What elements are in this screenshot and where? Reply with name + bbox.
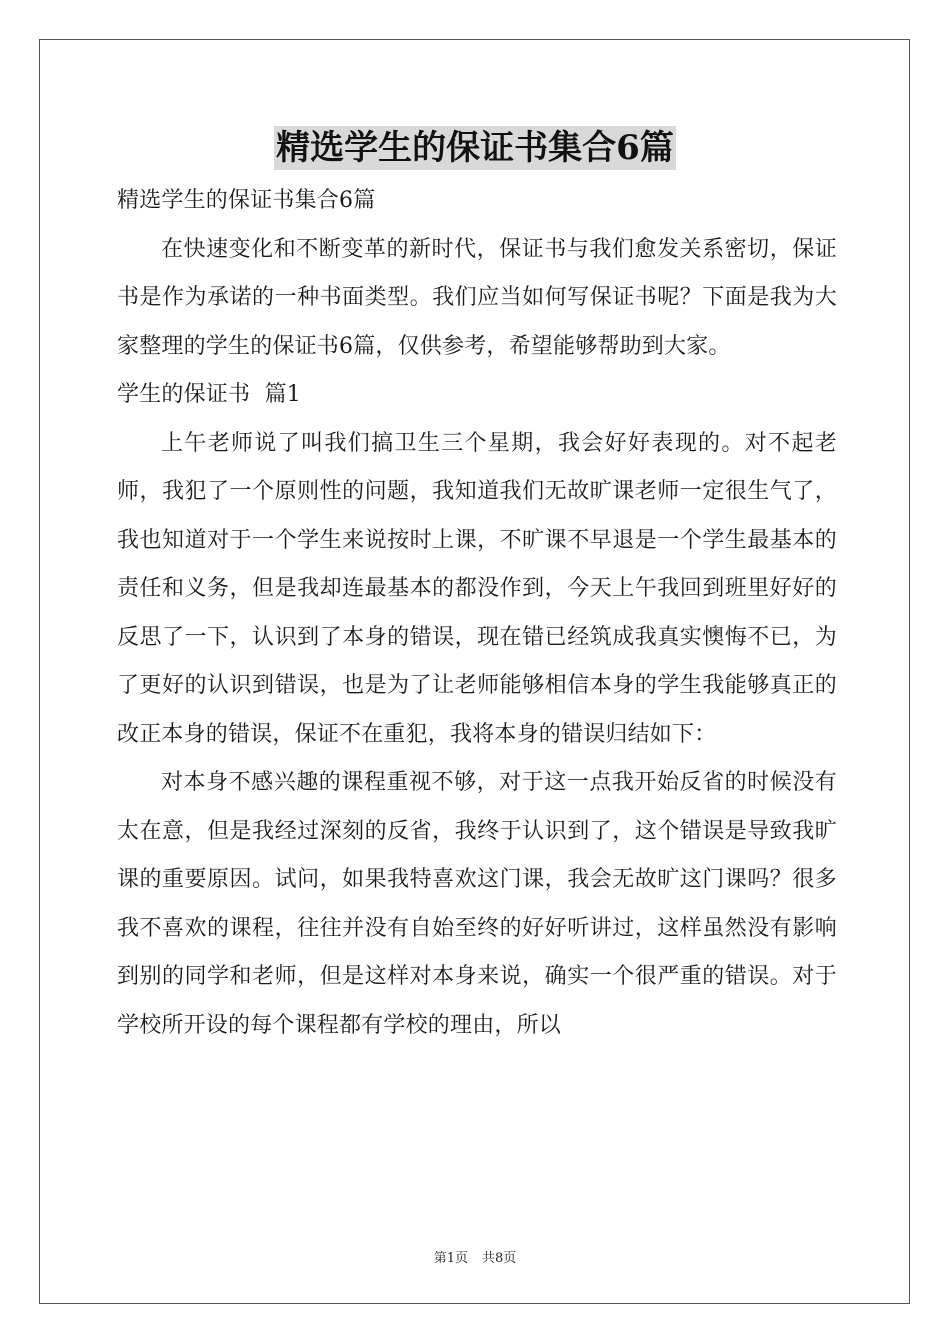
intro-paragraph: 在快速变化和不断变革的新时代，保证书与我们愈发关系密切，保证书是作为承诺的一种书面类型。我们应当如何写保证书呢？下面是我为大家整理的学生的保证书6篇，仅供参考，希望能够帮助到大家。 bbox=[117, 236, 837, 359]
body-paragraph-1: 上午老师说了叫我们搞卫生三个星期，我会好好表现的。对不起老师，我犯了一个原则性的问题，我知道我们无故旷课老师一定很生气了，我也知道对于一个学生来说按时上课，不旷课不早退是一个学生最基本的责任和义务，但是我却连最基本的都没作到，今天上午我回到班里好好的反思了一下，认识到了本身的错误，现在错已经筑成我真实懊悔不已，为了更好的认识到错误，也是为了让老师能够相信本身的学生我能够真正的改正本身的错误，保证不在重犯，我将本身的错误归结如下： bbox=[117, 430, 837, 747]
section-heading: 学生的保证书 篇1 bbox=[117, 382, 301, 407]
page-footer bbox=[0, 1247, 950, 1266]
body-paragraph-2: 对本身不感兴趣的课程重视不够，对于这一点我开始反省的时候没有太在意，但是我经过深刻的反省，我终于认识到了，这个错误是导致我旷课的重要原因。试问，如果我特喜欢这门课，我会无故旷这门课吗？很多我不喜欢的课程，往往并没有自始至终的好好听讲过，这样虽然没有影响到别的同学和老师，但是这样对本身来说，确实一个很严重的错误。对于学校所开设的每个课程都有学校的理由，所以 bbox=[117, 770, 837, 1038]
page-total: 共8页 bbox=[482, 1251, 517, 1266]
document-subtitle: 精选学生的保证书集合6篇 bbox=[117, 188, 376, 213]
document-title bbox=[0, 126, 950, 170]
page-number: 第1页 bbox=[433, 1251, 468, 1266]
document-body bbox=[117, 177, 837, 1050]
document-title-text: 精选学生的保证书集合6篇 bbox=[276, 128, 674, 168]
